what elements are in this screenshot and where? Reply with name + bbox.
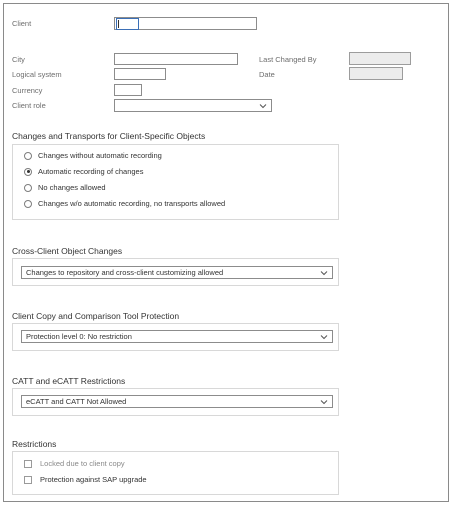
copy-protection-group [12,323,339,351]
text-cursor [118,20,119,28]
catt-title: CATT and eCATT Restrictions [12,376,126,386]
chevron-down-icon [259,102,267,110]
chevron-down-icon [320,333,328,341]
city-label: City [12,55,25,64]
radio-label: Automatic recording of changes [38,167,144,176]
city-input[interactable] [114,53,238,65]
checkbox-protection-sap-upgrade[interactable] [24,475,147,484]
cross-client-group [12,258,339,286]
radio-label: No changes allowed [38,183,106,192]
copy-protection-value: Protection level 0: No restriction [26,332,132,341]
radio-option-no-transports[interactable] [24,199,225,208]
restrictions-title: Restrictions [12,439,57,449]
radio-button[interactable] [24,200,32,208]
radio-button[interactable] [24,184,32,192]
checkbox-locked-client-copy[interactable] [24,459,125,468]
checkbox[interactable] [24,476,32,484]
currency-label: Currency [12,86,43,95]
date-label: Date [259,70,275,79]
client-role-select[interactable] [114,99,272,112]
last-changed-by-field [349,52,411,65]
catt-value: eCATT and CATT Not Allowed [26,397,127,406]
cross-client-select[interactable] [21,266,333,279]
logical-system-input[interactable] [114,68,166,80]
currency-input[interactable] [114,84,142,96]
catt-select[interactable] [21,395,333,408]
chevron-down-icon [320,398,328,406]
client-details-form [3,3,449,502]
cross-client-value: Changes to repository and cross-client customizing allowed [26,268,224,277]
logical-system-label: Logical system [12,70,62,79]
checkbox-label: Protection against SAP upgrade [40,475,147,484]
date-field [349,67,403,80]
radio-button[interactable] [24,152,32,160]
restrictions-group [12,451,339,495]
radio-label: Changes without automatic recording [38,151,162,160]
radio-button-selected[interactable] [24,168,32,176]
chevron-down-icon [320,269,328,277]
copy-protection-select[interactable] [21,330,333,343]
radio-option-no-recording[interactable] [24,151,162,160]
cross-client-title: Cross-Client Object Changes [12,246,123,256]
checkbox-label: Locked due to client copy [40,459,125,468]
changes-transports-title: Changes and Transports for Client-Specific Objects [12,131,206,141]
catt-group [12,388,339,416]
last-changed-by-label: Last Changed By [259,55,317,64]
changes-transports-group [12,144,339,220]
radio-option-no-changes[interactable] [24,183,106,192]
client-input-focus [116,18,139,30]
copy-protection-title: Client Copy and Comparison Tool Protection [12,311,180,321]
client-role-label: Client role [12,101,46,110]
radio-option-automatic-recording[interactable] [24,167,143,176]
checkbox[interactable] [24,460,32,468]
client-label: Client [12,19,32,28]
radio-label: Changes w/o automatic recording, no transports allowed [38,199,226,208]
